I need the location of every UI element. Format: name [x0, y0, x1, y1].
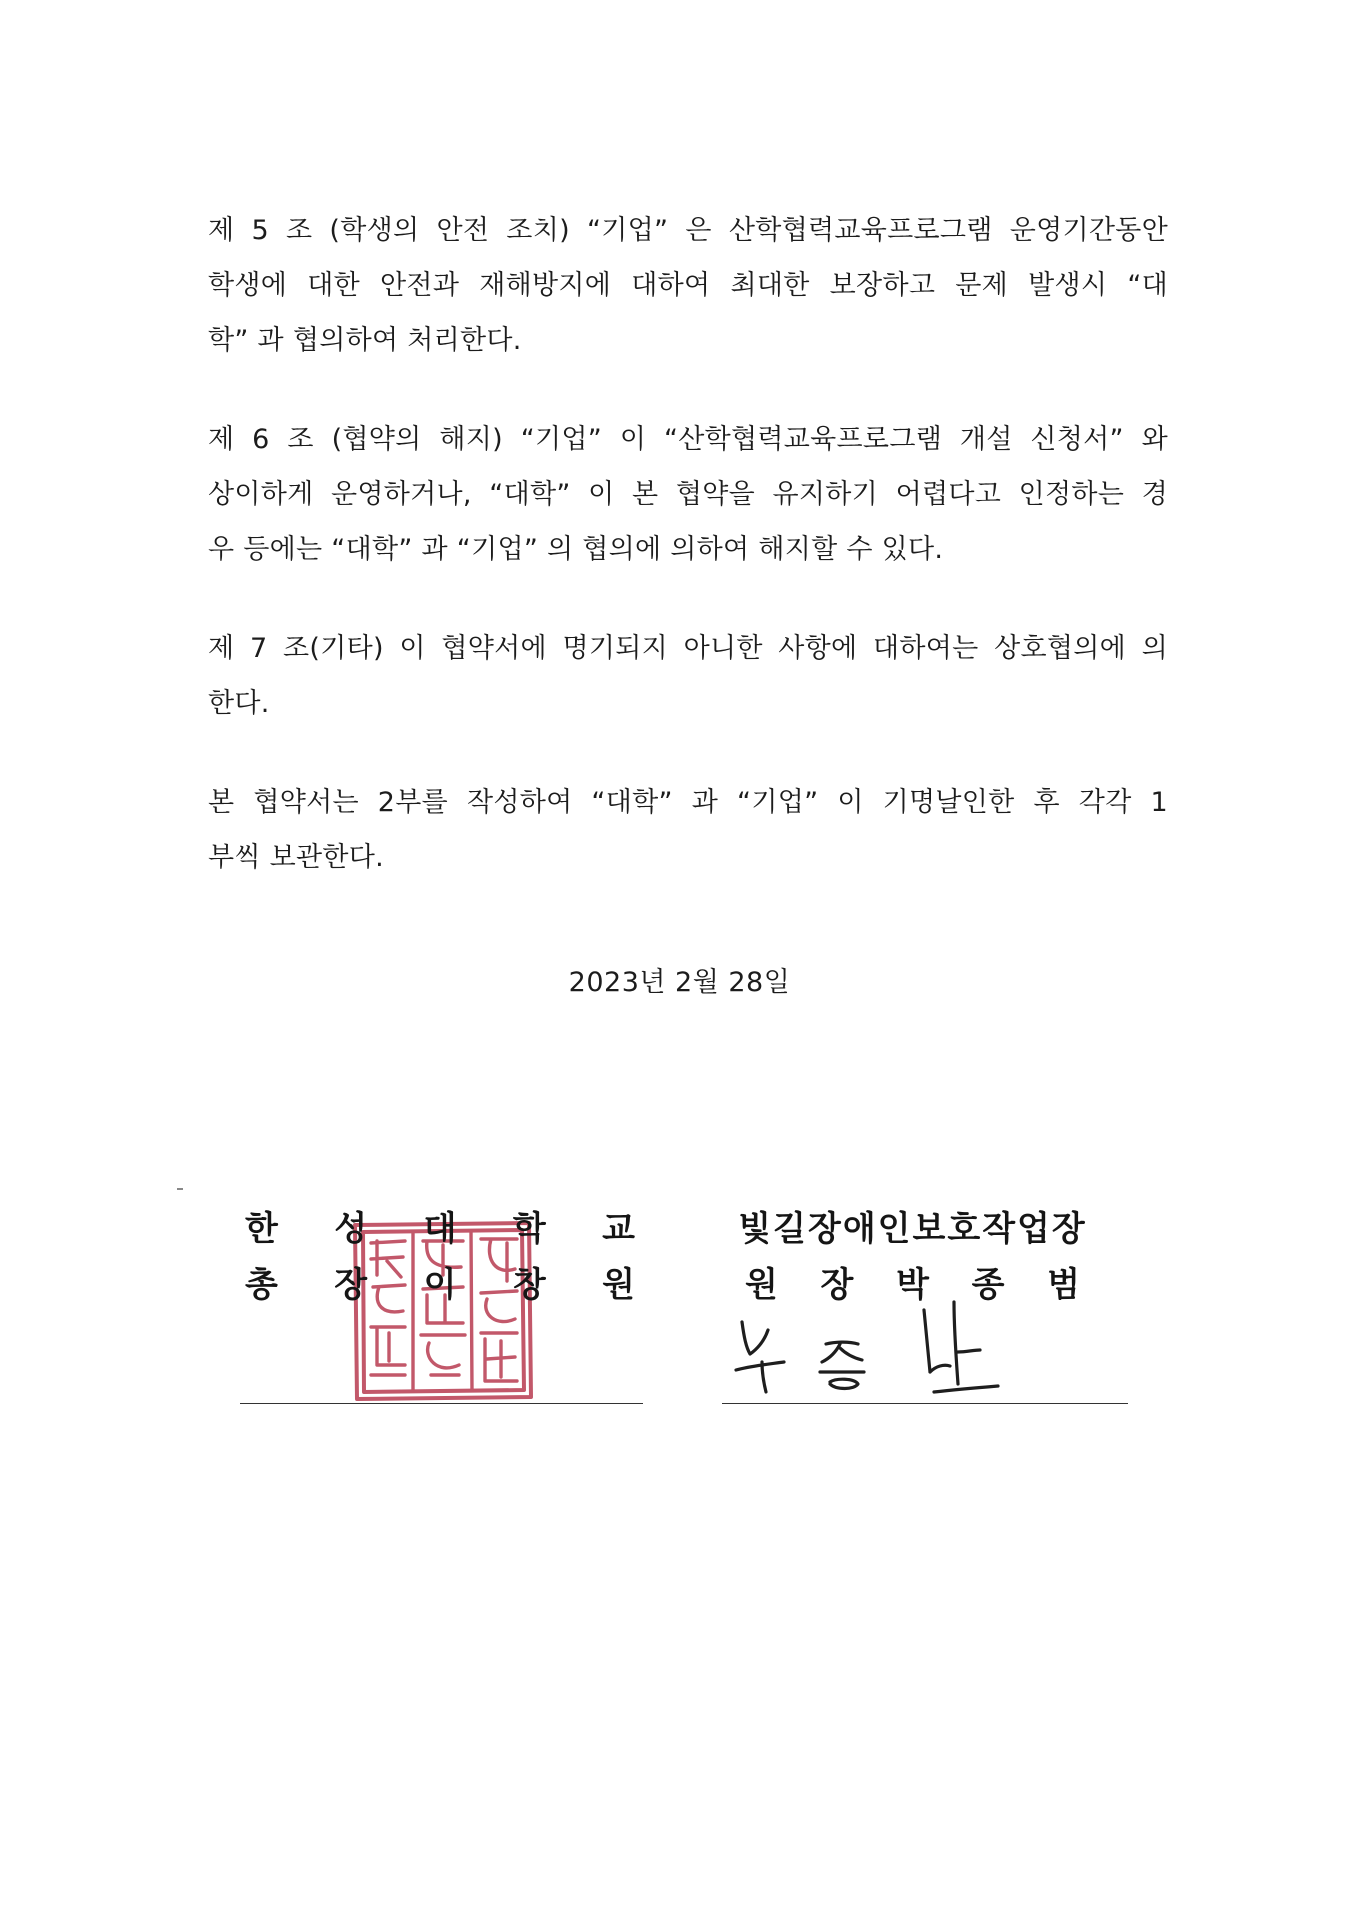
company-director-char: 종: [971, 1265, 1005, 1305]
university-president-char: 총: [245, 1265, 278, 1305]
article-6-line-2: 상이하게 운영하거나, “대학” 이 본 협약을 유지하기 어렵다고 인정하는 경: [208, 479, 1168, 510]
article-5: [208, 203, 1168, 368]
university-signature-line: [240, 1403, 643, 1404]
university-name-char: 교: [602, 1209, 635, 1249]
article-6: [208, 412, 1168, 577]
agreement-body: [208, 203, 1168, 929]
agreement-date: 2023년 2월 28일: [568, 967, 791, 998]
university-name-char: 대: [423, 1209, 457, 1249]
university-name-char: 학: [512, 1209, 546, 1249]
university-president-char: 이: [423, 1265, 457, 1305]
article-6-line-1: 제 6 조 (협약의 해지) “기업” 이 “산학협력교육프로그램 개설 신청서” 와: [208, 424, 1168, 455]
closing-clause-line-1: 본 협약서는 2부를 작성하여 “대학” 과 “기업” 이 기명날인한 후 각각 1: [208, 787, 1168, 818]
company-director-char: 범: [1047, 1265, 1080, 1305]
scan-speck: [177, 1188, 183, 1190]
university-name-char: 한: [245, 1209, 278, 1249]
signature-stroke: [924, 1302, 998, 1392]
closing-clause: [208, 775, 1168, 885]
university-president-char: 원: [602, 1265, 635, 1305]
article-5-line-3: 학” 과 협의하여 처리한다.: [208, 325, 522, 356]
closing-clause-line-2: 부씩 보관한다.: [208, 842, 385, 873]
company-name: 빛길장애인보호작업장: [738, 1209, 1087, 1249]
university-president-char: 창: [512, 1265, 546, 1305]
article-7-line-2: 한다.: [208, 688, 270, 719]
university-name-char: 성: [334, 1209, 368, 1249]
article-7-line-1: 제 7 조(기타) 이 협약서에 명기되지 아니한 사항에 대하여는 상호협의에 의: [208, 633, 1168, 664]
article-6-line-3: 우 등에는 “대학” 과 “기업” 의 협의에 의하여 해지할 수 있다.: [208, 534, 944, 565]
signature-stroke: [820, 1342, 864, 1388]
company-director-char: 박: [896, 1265, 929, 1305]
party-university: [245, 1201, 635, 1313]
article-7: [208, 621, 1168, 731]
article-5-line-1: 제 5 조 (학생의 안전 조치) “기업” 은 산학협력교육프로그램 운영기간동안: [208, 215, 1168, 246]
company-director-char: 장: [820, 1265, 854, 1305]
university-name: [245, 1201, 635, 1257]
handwritten-signature: [722, 1292, 1022, 1402]
university-president-char: 장: [334, 1265, 368, 1305]
university-president: [245, 1257, 635, 1313]
company-director-char: 원: [745, 1265, 778, 1305]
company-signature-line: [722, 1403, 1128, 1404]
article-5-line-2: 학생에 대한 안전과 재해방지에 대하여 최대한 보장하고 문제 발생시 “대: [208, 270, 1168, 301]
signature-stroke: [736, 1322, 784, 1392]
